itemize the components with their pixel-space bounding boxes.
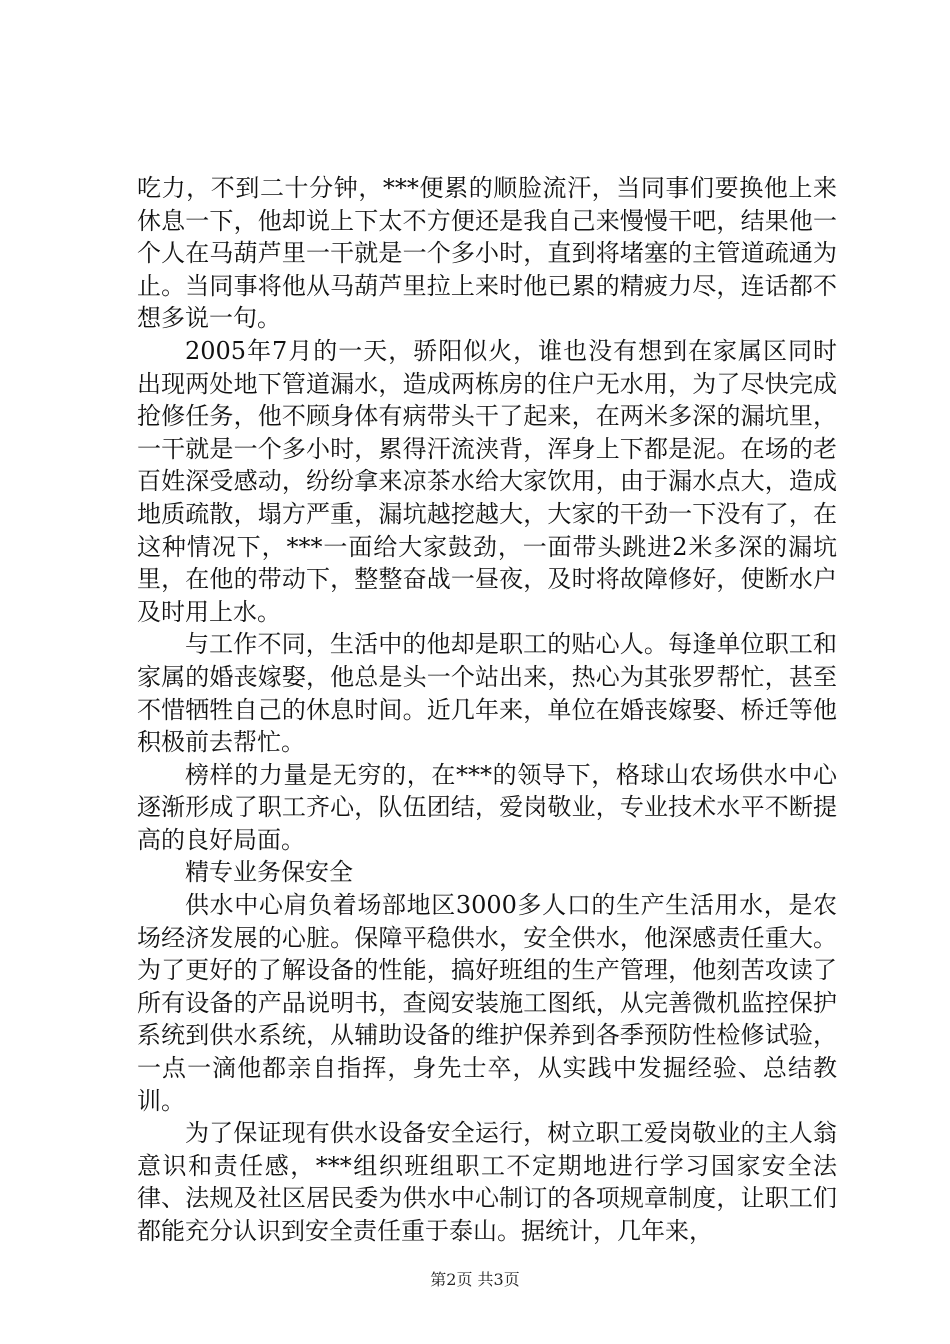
- paragraph-daily-life: 与工作不同，生活中的他却是职工的贴心人。每逢单位职工和家属的婚丧嫁娶，他总是头一个站出来，热心为其张罗帮忙，甚至不惜牺牲自己的休息时间。近几年来，单位在婚丧嫁娶、桥迁等他积极前去帮忙。: [137, 630, 837, 757]
- page-number-footer: 第2页 共3页: [430, 1270, 520, 1289]
- document-body: [137, 172, 837, 1248]
- paragraph-role-model: 榜样的力量是无穷的，在***的领导下，格球山农场供水中心逐渐形成了职工齐心，队伍团结，爱岗敬业，专业技术水平不断提高的良好局面。: [137, 760, 837, 854]
- paragraph-continuation: 吃力，不到二十分钟，***便累的顺脸流汗，当同事们要换他上来休息一下，他却说上下太不方便还是我自己来慢慢干吧，结果他一个人在马葫芦里一干就是一个多小时，直到将堵塞的主管道疏通为止。当同事将他从马葫芦里拉上来时他已累的精疲力尽，连话都不想多说一句。: [137, 174, 837, 333]
- section-heading: 精专业务保安全: [185, 858, 353, 887]
- paragraph-pipe-leak: 2005年7月的一天，骄阳似火，谁也没有想到在家属区同时出现两处地下管道漏水，造成两栋房的住户无水用，为了尽快完成抢修任务，他不顾身体有病带头干了起来，在两米多深的漏坑里，一干就是一个多小时，累得汗流浃背，浑身上下都是泥。在场的老百姓深受感动，纷纷拿来凉茶水给大家饮用，由于漏水点大，造成地质疏散，塌方严重，漏坑越挖越大，大家的干劲一下没有了，在这种情况下，***一面给大家鼓劲，一面带头跳进2米多深的漏坑里，在他的带动下，整整奋战一昼夜，及时将故障修好，使断水户及时用上水。: [137, 336, 837, 626]
- paragraph-safety: 为了保证现有供水设备安全运行，树立职工爱岗敬业的主人翁意识和责任感，***组织班组职工不定期地进行学习国家安全法律、法规及社区居民委为供水中心制订的各项规章制度，让职工们都能充分认识到安全责任重于泰山。据统计，几年来，: [137, 1119, 837, 1245]
- paragraph-water-supply: 供水中心肩负着场部地区3000多人口的生产生活用水，是农场经济发展的心脏。保障平稳供水，安全供水，他深感责任重大。为了更好的了解设备的性能，搞好班组的生产管理，他刻苦攻读了所有设备的产品说明书，查阅安装施工图纸，从完善微机监控保护系统到供水系统，从辅助设备的维护保养到各季预防性检修试验，一点一滴他都亲自指挥，身先士卒，从实践中发掘经验、总结教训。: [137, 891, 837, 1115]
